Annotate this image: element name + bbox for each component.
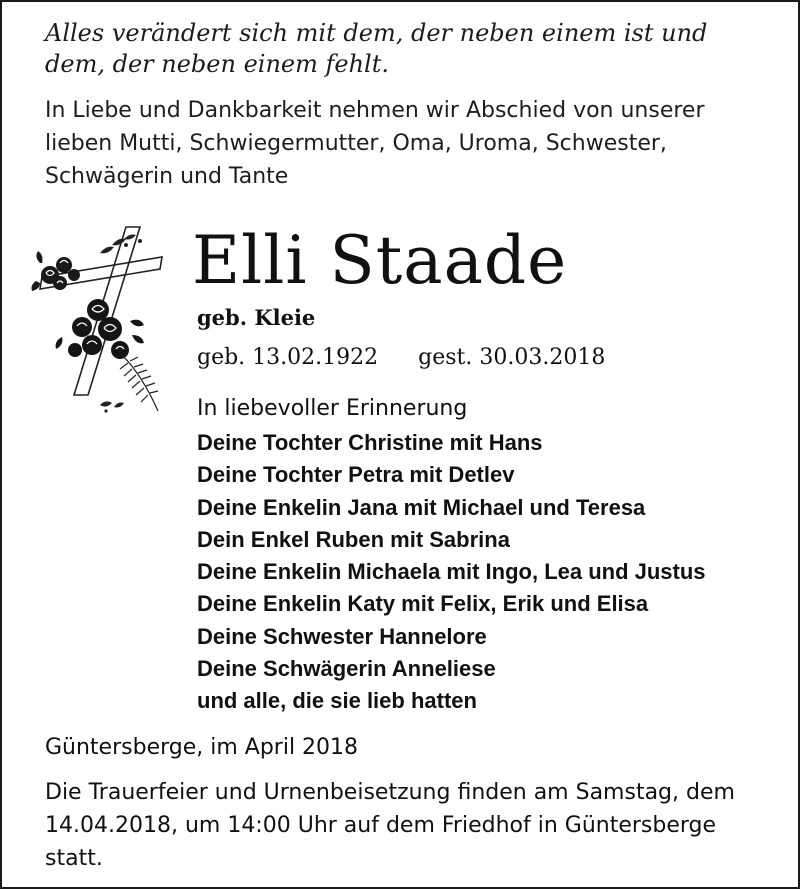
funeral-line: Die Trauerfeier und Urnenbeisetzung finden am Samstag, dem — [45, 780, 735, 805]
motto-line: Alles verändert sich mit dem, der neben einem ist und — [45, 19, 708, 47]
mourner-line: Dein Enkel Ruben mit Sabrina — [197, 526, 510, 552]
motto-quote — [45, 18, 765, 80]
birth-date: geb. 13.02.1922 — [197, 345, 379, 370]
remembrance-intro: In liebevoller Erinnerung — [197, 396, 468, 421]
funeral-details — [45, 776, 785, 875]
deceased-name: Elli Staade — [192, 222, 568, 299]
mourner-line: Deine Enkelin Katy mit Felix, Erik und Elisa — [197, 591, 649, 617]
funeral-line: 14.04.2018, um 14:00 Uhr auf dem Friedhof in Güntersberge — [45, 813, 717, 838]
place-and-date: Güntersberge, im April 2018 — [45, 735, 359, 760]
life-dates — [197, 342, 605, 374]
intro-text — [45, 94, 775, 193]
mourner-line: Deine Enkelin Michaela mit Ingo, Lea und Justus — [197, 559, 706, 585]
motto-line: dem, der neben einem fehlt. — [45, 50, 389, 78]
death-date: gest. 30.03.2018 — [418, 345, 606, 370]
mourner-line: Deine Schwester Hannelore — [197, 623, 487, 649]
funeral-line: statt. — [45, 846, 103, 871]
intro-line: lieben Mutti, Schwiegermutter, Oma, Uroma, Schwester, — [45, 131, 667, 156]
mourner-line: Deine Schwägerin Anneliese — [197, 656, 496, 682]
mourner-line: Deine Tochter Petra mit Detlev — [197, 462, 515, 488]
mourners-list — [197, 427, 797, 718]
mourner-line: Deine Tochter Christine mit Hans — [197, 430, 543, 455]
mourner-line: Deine Enkelin Jana mit Michael und Teresa — [197, 494, 646, 520]
maiden-name: geb. Kleie — [197, 305, 316, 330]
intro-line: Schwägerin und Tante — [45, 164, 289, 189]
intro-line: In Liebe und Dankbarkeit nehmen wir Abschied von unserer — [45, 98, 705, 123]
mourner-line: und alle, die sie lieb hatten — [197, 688, 477, 714]
cross-with-roses-icon — [30, 225, 175, 415]
